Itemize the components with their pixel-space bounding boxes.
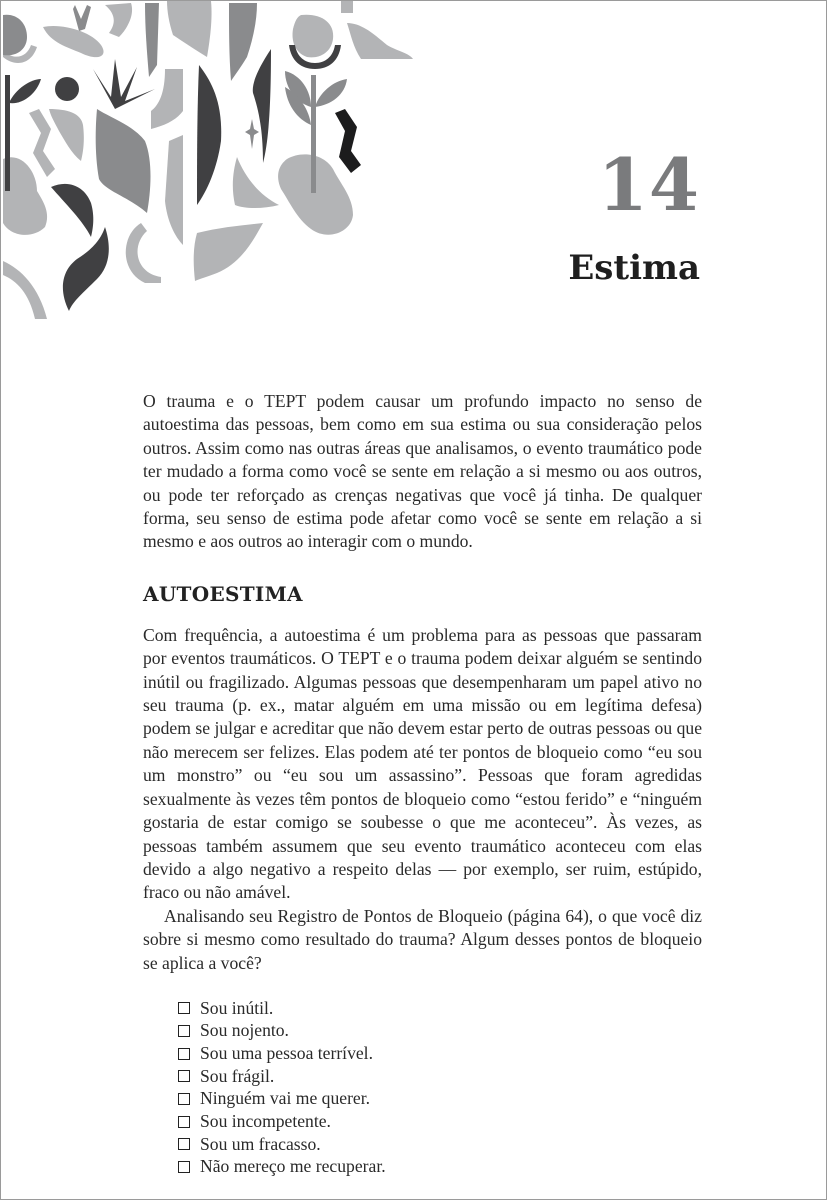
chapter-title: Estima bbox=[568, 248, 700, 288]
shape-wiggle bbox=[29, 109, 55, 177]
shape-col-mid-2 bbox=[165, 135, 183, 245]
checklist-item-label: Não mereço me recuperar. bbox=[200, 1156, 386, 1177]
section-heading: AUTOESTIMA bbox=[143, 581, 303, 606]
checkbox-icon[interactable] bbox=[178, 1025, 190, 1037]
checkbox-icon[interactable] bbox=[178, 1093, 190, 1105]
shape-top-swirl bbox=[43, 26, 104, 57]
shape-arc-bottom-left bbox=[3, 261, 47, 319]
shape-top-hook bbox=[105, 3, 132, 37]
checkbox-icon[interactable] bbox=[178, 1048, 190, 1060]
checklist-item-label: Sou incompetente. bbox=[200, 1111, 331, 1132]
checkbox-icon[interactable] bbox=[178, 1116, 190, 1128]
checklist-item-label: Sou frágil. bbox=[200, 1065, 275, 1086]
shape-palm-leaves bbox=[93, 59, 155, 109]
shape-black-squiggle bbox=[335, 109, 361, 173]
checkbox-icon[interactable] bbox=[178, 1070, 190, 1082]
checklist-item[interactable] bbox=[178, 1156, 702, 1179]
shape-dot bbox=[55, 77, 79, 101]
checklist-item[interactable] bbox=[178, 1020, 702, 1043]
checklist-item[interactable] bbox=[178, 1065, 702, 1088]
shape-drop bbox=[233, 157, 279, 208]
shape-dark-sliver bbox=[253, 49, 271, 163]
checklist-item-label: Ninguém vai me querer. bbox=[200, 1088, 371, 1109]
shape-dark-leaf-1 bbox=[51, 184, 93, 237]
shape-arc-c bbox=[126, 223, 161, 283]
section-paragraph-1: Com frequência, a autoestima é um problema para as pessoas que passaram por eventos traumáticos. O TEPT e o trauma podem deixar alguém se sentindo inútil ou fragilizado. Algumas pessoas que desempenharam um papel ativo no seu trauma (p. ex., matar alguém em uma missão ou em legítima defesa) podem se julgar e acreditar que não devem estar perto de outras pessoas ou que não merecem ser felizes. Elas podem até ter pontos de bloqueio como “eu sou um monstro” ou “eu sou um assassino”. Pessoas que foram agredidas sexualmente às vezes têm pontos de bloqueio como “estou ferido” e “ninguém gostaria de estar comigo se soubesse o que me aconteceu”. Às vezes, as pessoas também assumem que seu evento traumático aconteceu com elas devido a algo negativo a respeito delas — por exemplo, ser ruim, estúpido, fraco ou não amável. bbox=[143, 624, 702, 903]
shape-dark-column bbox=[197, 65, 221, 205]
shape-flower-head bbox=[293, 15, 334, 58]
checklist-item-label: Sou um fracasso. bbox=[200, 1133, 321, 1154]
shape-plant-leaf-left bbox=[9, 79, 41, 103]
checkbox-icon[interactable] bbox=[178, 1002, 190, 1014]
shape-col-mid bbox=[151, 69, 183, 129]
chapter-body bbox=[143, 390, 702, 1178]
checklist-item[interactable] bbox=[178, 1088, 702, 1111]
section-paragraph-2: Analisando seu Registro de Pontos de Bloqueio (página 64), o que você diz sobre si mesmo como resultado do trauma? Algum desses pontos de bloqueio se aplica a você? bbox=[143, 905, 702, 973]
shape-top-right-swirl bbox=[347, 23, 413, 59]
checklist-item-label: Sou nojento. bbox=[200, 1020, 289, 1041]
checklist-item[interactable] bbox=[178, 997, 702, 1020]
shape-flower-stem bbox=[311, 75, 316, 193]
shape-plant-stem-left bbox=[5, 75, 10, 191]
shape-top-right-bar bbox=[341, 1, 353, 13]
shape-column-top bbox=[145, 3, 159, 77]
shape-small-leaf bbox=[49, 109, 84, 161]
checklist-item[interactable] bbox=[178, 1042, 702, 1065]
checklist-item-label: Sou inútil. bbox=[200, 997, 274, 1018]
shape-flower-leaf-right bbox=[315, 79, 347, 107]
shape-top-sprout bbox=[73, 5, 91, 31]
shape-leaf-bottom bbox=[194, 223, 263, 281]
checklist-item-label: Sou uma pessoa terrível. bbox=[200, 1042, 373, 1063]
shape-sparkle bbox=[245, 119, 259, 149]
shape-tall-col bbox=[229, 3, 257, 81]
checkbox-icon[interactable] bbox=[178, 1138, 190, 1150]
checklist-item[interactable] bbox=[178, 1133, 702, 1156]
checklist-item[interactable] bbox=[178, 1110, 702, 1133]
checkbox-icon[interactable] bbox=[178, 1161, 190, 1173]
shape-large-leaf bbox=[96, 109, 151, 213]
shape-top-column bbox=[167, 1, 212, 57]
decorative-botanical-illustration bbox=[1, 1, 421, 321]
shape-circle-left bbox=[3, 15, 27, 56]
stuck-points-checklist bbox=[143, 997, 702, 1179]
chapter-number: 14 bbox=[597, 142, 700, 227]
shape-dark-flame bbox=[63, 227, 109, 311]
intro-paragraph: O trauma e o TEPT podem causar um profundo impacto no senso de autoestima das pessoas, bem como em sua estima ou sua consideração pelos outros. Assim como nas outras áreas que analisamos, o evento traumático pode ter mudado a forma como você se sente em relação a si mesmo ou aos outros, ou pode ter reforçado as crenças negativas que você já tinha. De qualquer forma, seu senso de estima pode afetar como você se sente em relação a si mesmo e aos outros ao interagir com o mundo. bbox=[143, 391, 702, 552]
